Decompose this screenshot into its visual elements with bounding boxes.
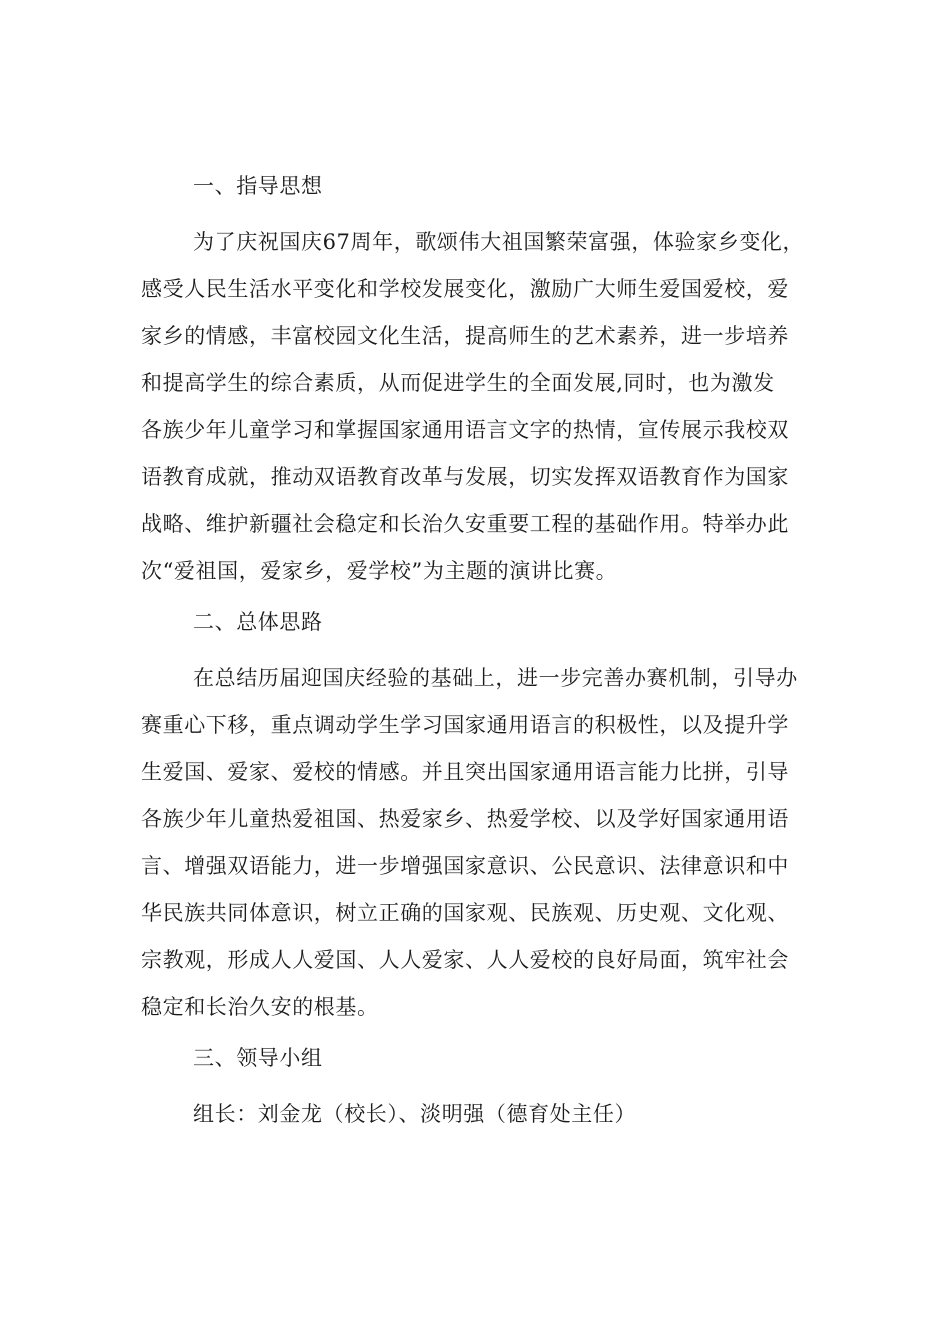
text-line: 感受人民生活水平变化和学校发展变化，激励广大师生爱国爱校，爱 (141, 277, 789, 301)
paragraph-overall-approach (141, 655, 821, 1031)
text-line: 赛重心下移，重点调动学生学习国家通用语言的积极性，以及提升学 (141, 713, 789, 737)
text-line: 生爱国、爱家、爱校的情感。并且突出国家通用语言能力比拼，引导 (141, 760, 789, 784)
text-line: 言、增强双语能力，进一步增强国家意识、公民意识、法律意识和中 (141, 854, 789, 878)
paragraph-guiding-thought (141, 219, 821, 595)
section-heading-guiding-thought: 一、指导思想 (193, 174, 323, 198)
text-line: 各族少年儿童热爱祖国、热爱家乡、热爱学校、以及学好国家通用语 (141, 807, 789, 831)
text-line: 次“爱祖国，爱家乡，爱学校”为主题的演讲比赛。 (141, 559, 618, 583)
text-line: 为了庆祝国庆67周年，歌颂伟大祖国繁荣富强，体验家乡变化， (193, 230, 805, 254)
section-heading-leadership-group: 三、领导小组 (193, 1046, 323, 1070)
text-line: 在总结历届迎国庆经验的基础上，进一步完善办赛机制，引导办 (193, 666, 798, 690)
text-line: 华民族共同体意识，树立正确的国家观、民族观、历史观、文化观、 (141, 901, 789, 925)
text-line: 各族少年儿童学习和掌握国家通用语言文字的热情，宣传展示我校双 (141, 418, 789, 442)
text-line: 稳定和长治久安的根基。 (141, 995, 379, 1019)
section-heading-overall-approach: 二、总体思路 (193, 610, 323, 634)
text-line: 和提高学生的综合素质，从而促进学生的全面发展,同时，也为激发 (141, 371, 775, 395)
text-line: 宗教观，形成人人爱国、人人爱家、人人爱校的良好局面，筑牢社会 (141, 948, 789, 972)
text-line: 语教育成就，推动双语教育改革与发展，切实发挥双语教育作为国家 (141, 465, 789, 489)
leader-line: 组长：刘金龙（校长）、淡明强（德育处主任） (193, 1102, 637, 1126)
document-body (141, 166, 821, 1138)
text-line: 家乡的情感，丰富校园文化生活，提高师生的艺术素养，进一步培养 (141, 324, 789, 348)
text-line: 战略、维护新疆社会稳定和长治久安重要工程的基础作用。特举办此 (141, 512, 789, 536)
